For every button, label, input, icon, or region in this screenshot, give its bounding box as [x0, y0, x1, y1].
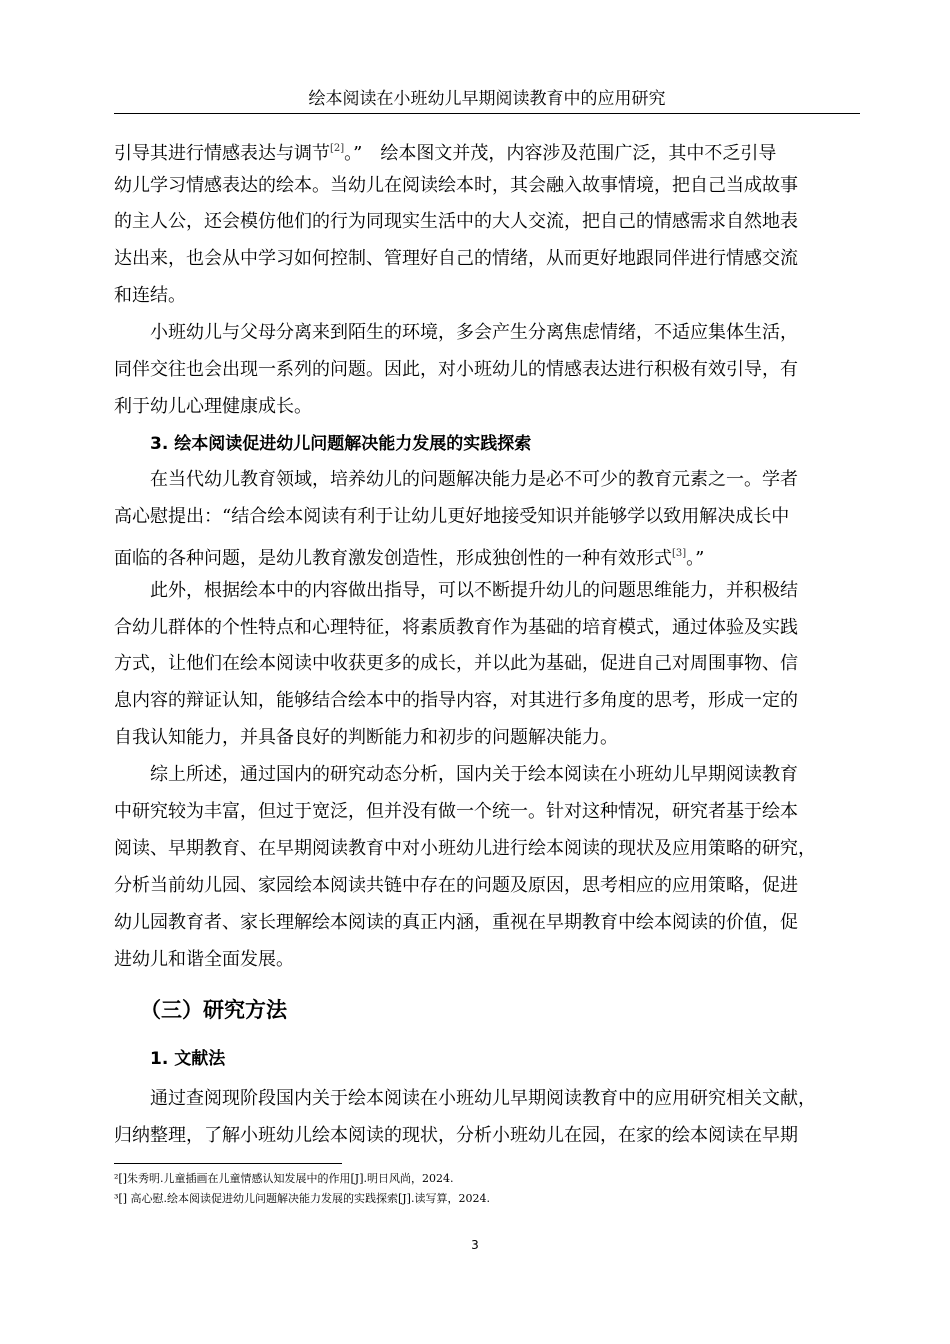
paragraph-line: 通过查阅现阶段国内关于绘本阅读在小班幼儿早期阅读教育中的应用研究相关文献，	[150, 1088, 816, 1109]
paragraph-line: 利于幼儿心理健康成长。	[114, 396, 312, 417]
paragraph-line: 的主人公，还会模仿他们的行为同现实生活中的大人交流，把自己的情感需求自然地表	[114, 211, 798, 232]
page-number: 3	[471, 1238, 479, 1252]
paragraph-line: 此外，根据绘本中的内容做出指导，可以不断提升幼儿的问题思维能力，并积极结	[150, 580, 798, 601]
paragraph-line: 自我认知能力，并具备良好的判断能力和初步的问题解决能力。	[114, 727, 618, 748]
paragraph-line: 中研究较为丰富，但过于宽泛，但并没有做一个统一。针对这种情况，研究者基于绘本	[114, 801, 798, 822]
text-run: 。” 绘本图文并茂，内容涉及范围广泛，其中不乏引导	[344, 143, 777, 164]
paragraph-line: 幼儿学习情感表达的绘本。当幼儿在阅读绘本时，其会融入故事情境，把自己当成故事	[114, 175, 798, 196]
paragraph-line: 息内容的辩证认知，能够结合绘本中的指导内容，对其进行多角度的思考，形成一定的	[114, 690, 798, 711]
subsection-heading: 3. 绘本阅读促进幼儿问题解决能力发展的实践探索	[150, 434, 532, 454]
header-rule	[114, 113, 860, 114]
method-heading: 1. 文献法	[150, 1049, 226, 1069]
paragraph-line: 达出来，也会从中学习如何控制、管理好自己的情绪，从而更好地跟同伴进行情感交流	[114, 248, 798, 269]
paragraph-line: 幼儿园教育者、家长理解绘本阅读的真正内涵，重视在早期教育中绘本阅读的价值，促	[114, 912, 798, 933]
footnote-2: ²[]朱秀明.儿童插画在儿童情感认知发展中的作用[J].明日风尚，2024.	[114, 1172, 454, 1185]
citation-ref[interactable]: [2]	[330, 143, 345, 154]
paragraph-line: 归纳整理，了解小班幼儿绘本阅读的现状，分析小班幼儿在园，在家的绘本阅读在早期	[114, 1125, 798, 1146]
text-run: 面临的各种问题，是幼儿教育激发创造性，形成独创性的一种有效形式	[114, 548, 672, 569]
section-heading: （三）研究方法	[140, 998, 287, 1022]
paragraph-line: 和连结。	[114, 285, 186, 306]
paragraph-line: 高心慰提出：“结合绘本阅读有利于让幼儿更好地接受知识并能够学以致用解决成长中	[114, 506, 790, 527]
paragraph-line: 阅读、早期教育、在早期阅读教育中对小班幼儿进行绘本阅读的现状及应用策略的研究，	[114, 838, 816, 859]
paragraph-line: 方式，让他们在绘本阅读中收获更多的成长，并以此为基础，促进自己对周围事物、信	[114, 653, 798, 674]
text-run: 。”	[686, 548, 705, 569]
paragraph-line	[114, 542, 850, 571]
paragraph-line: 在当代幼儿教育领域，培养幼儿的问题解决能力是必不可少的教育元素之一。学者	[150, 469, 798, 490]
paragraph-line: 综上所述，通过国内的研究动态分析，国内关于绘本阅读在小班幼儿早期阅读教育	[150, 764, 798, 785]
running-header: 绘本阅读在小班幼儿早期阅读教育中的应用研究	[308, 89, 666, 109]
paragraph-line: 进幼儿和谐全面发展。	[114, 949, 294, 970]
paragraph-line	[114, 137, 850, 166]
paragraph-line: 同伴交往也会出现一系列的问题。因此，对小班幼儿的情感表达进行积极有效引导，有	[114, 359, 798, 380]
paragraph-line: 分析当前幼儿园、家园绘本阅读共链中存在的问题及原因，思考相应的应用策略，促进	[114, 875, 798, 896]
footnote-3: ³[] 高心慰.绘本阅读促进幼儿问题解决能力发展的实践探索[J].读写算，2024.	[114, 1192, 490, 1205]
paragraph-line: 小班幼儿与父母分离来到陌生的环境，多会产生分离焦虑情绪，不适应集体生活，	[150, 322, 798, 343]
footnote-rule	[114, 1163, 342, 1164]
paragraph-line: 合幼儿群体的个性特点和心理特征，将素质教育作为基础的培育模式，通过体验及实践	[114, 617, 798, 638]
text-run: 引导其进行情感表达与调节	[114, 143, 330, 164]
citation-ref[interactable]: [3]	[672, 548, 687, 559]
